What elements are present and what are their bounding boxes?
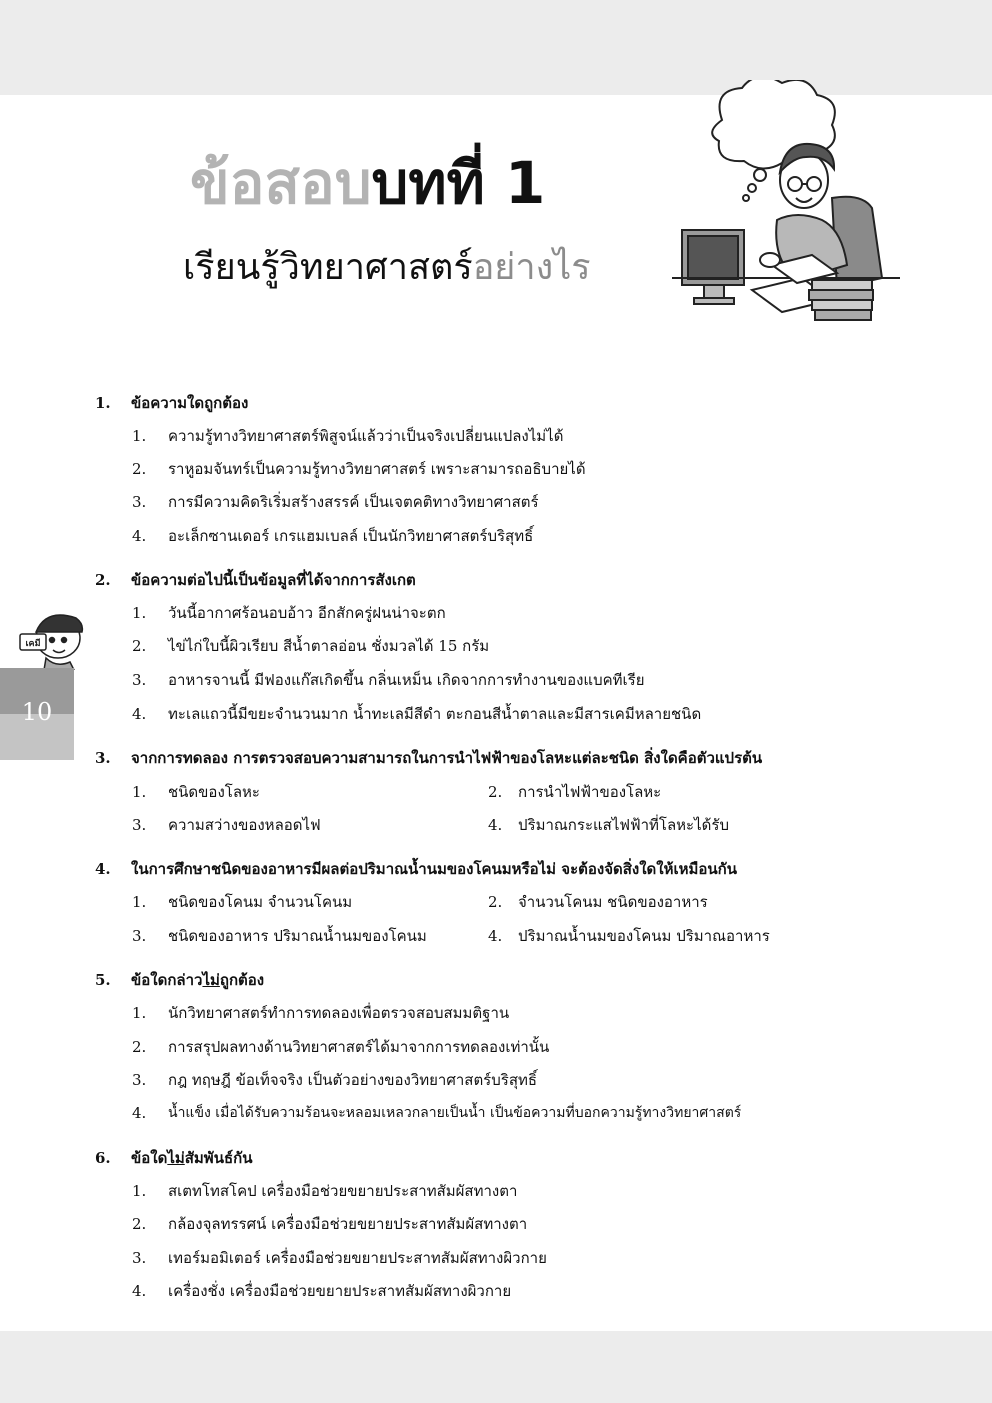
choice-text: ปริมาณกระแสไฟฟ้าที่โลหะได้รับ	[518, 816, 729, 834]
choice-number: 4.	[132, 527, 147, 545]
choice-number: 2.	[132, 1038, 147, 1056]
choice-text: กฎ ทฤษฎี ข้อเท็จจริง เป็นตัวอย่างของวิทยาศาสตร์บริสุทธิ์	[168, 1071, 538, 1089]
page-number: 10	[21, 698, 53, 726]
choice-number: 2.	[132, 637, 147, 655]
choice-text: กล้องจุลทรรศน์ เครื่องมือช่วยขยายประสาทสัมผัสทางตา	[168, 1215, 528, 1233]
choice-text: ชนิดของโลหะ	[168, 783, 260, 801]
choice-number: 4.	[488, 816, 503, 834]
choice-number: 3.	[132, 927, 147, 945]
subtitle-part-2: อย่างไร	[472, 247, 591, 288]
choice-number: 4.	[132, 1282, 147, 1300]
choice-number: 1.	[132, 1182, 147, 1200]
question-number: 1.	[95, 394, 111, 412]
title-part-2: บทที่ 1	[371, 149, 546, 217]
page-title	[190, 148, 545, 218]
title-part-1: ข้อสอบ	[190, 149, 372, 217]
svg-text:เคมี: เคมี	[25, 639, 41, 649]
choice-text: ชนิดของโคนม จำนวนโคนม	[168, 893, 353, 911]
choice-text: อะเล็กซานเดอร์ เกรแฮมเบลล์ เป็นนักวิทยาศาสตร์บริสุทธิ์	[168, 527, 534, 545]
question-text: จากการทดลอง การตรวจสอบความสามารถในการนำไฟฟ้าของโลหะแต่ละชนิด สิ่งใดคือตัวแปรต้น	[131, 749, 763, 767]
choice-number: 1.	[132, 783, 147, 801]
question-number: 5.	[95, 971, 111, 989]
choice-text: ความสว่างของหลอดไฟ	[168, 816, 321, 834]
choice-text: อาหารจานนี้ มีฟองแก๊สเกิดขึ้น กลิ่นเหม็น เกิดจากการทำงานของแบคทีเรีย	[168, 671, 645, 689]
choice-number: 3.	[132, 493, 147, 511]
question-text: ข้อใดไม่สัมพันธ์กัน	[131, 1149, 253, 1167]
question-text: ข้อความใดถูกต้อง	[131, 394, 249, 412]
choice-text: การนำไฟฟ้าของโลหะ	[518, 783, 662, 801]
choice-text: น้ำแข็ง เมื่อได้รับความร้อนจะหลอมเหลวกลายเป็นน้ำ เป็นข้อความที่บอกความรู้ทางวิทยาศาสตร์	[168, 1105, 742, 1121]
choice-number: 1.	[132, 604, 147, 622]
question-text: ในการศึกษาชนิดของอาหารมีผลต่อปริมาณน้ำนมของโคนมหรือไม่ จะต้องจัดสิ่งใดให้เหมือนกัน	[131, 860, 737, 878]
choice-text: สเตทโทสโคป เครื่องมือช่วยขยายประสาทสัมผัสทางตา	[168, 1182, 518, 1200]
choice-text: เครื่องชั่ง เครื่องมือช่วยขยายประสาทสัมผัสทางผิวกาย	[168, 1282, 512, 1300]
question-number: 4.	[95, 860, 111, 878]
choice-number: 1.	[132, 893, 147, 911]
page-subtitle	[183, 240, 591, 296]
choice-text: ราหูอมจันทร์เป็นความรู้ทางวิทยาศาสตร์ เพราะสามารถอธิบายได้	[168, 460, 586, 478]
choice-number: 1.	[132, 427, 147, 445]
chemistry-mascot-icon	[6, 610, 92, 670]
choice-number: 3.	[132, 816, 147, 834]
question-number: 3.	[95, 749, 111, 767]
choice-text: นักวิทยาศาสตร์ทำการทดลองเพื่อตรวจสอบสมมติฐาน	[168, 1004, 510, 1022]
choice-text: การมีความคิดริเริ่มสร้างสรรค์ เป็นเจตคติทางวิทยาศาสตร์	[168, 493, 539, 511]
choice-text: จำนวนโคนม ชนิดของอาหาร	[518, 893, 708, 911]
choice-number: 3.	[132, 1249, 147, 1267]
question-text: ข้อใดกล่าวไม่ถูกต้อง	[131, 971, 265, 989]
choice-text: ไข่ไก่ใบนี้ผิวเรียบ สีน้ำตาลอ่อน ชั่งมวลได้ 15 กรัม	[168, 637, 490, 655]
choice-number: 4.	[488, 927, 503, 945]
choice-number: 1.	[132, 1004, 147, 1022]
choice-text: ปริมาณน้ำนมของโคนม ปริมาณอาหาร	[518, 927, 770, 945]
choice-text: ทะเลแถวนี้มีขยะจำนวนมาก น้ำทะเลมีสีดำ ตะกอนสีน้ำตาลและมีสารเคมีหลายชนิด	[168, 705, 702, 723]
choice-number: 3.	[132, 1071, 147, 1089]
question-text: ข้อความต่อไปนี้เป็นข้อมูลที่ได้จากการสังเกต	[131, 571, 416, 589]
question-number: 2.	[95, 571, 111, 589]
person-at-computer-illustration	[672, 80, 900, 332]
choice-number: 2.	[132, 1215, 147, 1233]
choice-text: ชนิดของอาหาร ปริมาณน้ำนมของโคนม	[168, 927, 427, 945]
choice-number: 3.	[132, 671, 147, 689]
choice-number: 2.	[488, 893, 503, 911]
choice-number: 2.	[488, 783, 503, 801]
choice-number: 4.	[132, 705, 147, 723]
choice-text: การสรุปผลทางด้านวิทยาศาสตร์ได้มาจากการทดลองเท่านั้น	[168, 1038, 550, 1056]
choice-number: 4.	[132, 1104, 147, 1122]
choice-text: เทอร์มอมิเตอร์ เครื่องมือช่วยขยายประสาทสัมผัสทางผิวกาย	[168, 1249, 547, 1267]
choice-text: ความรู้ทางวิทยาศาสตร์พิสูจน์แล้วว่าเป็นจริงเปลี่ยนแปลงไม่ได้	[168, 427, 564, 445]
choice-number: 2.	[132, 460, 147, 478]
subtitle-part-1: เรียนรู้วิทยาศาสตร์	[183, 247, 473, 288]
question-number: 6.	[95, 1149, 111, 1167]
choice-text: วันนี้อากาศร้อนอบอ้าว อีกสักครู่ฝนน่าจะตก	[168, 604, 446, 622]
page-number-tab	[0, 668, 74, 760]
